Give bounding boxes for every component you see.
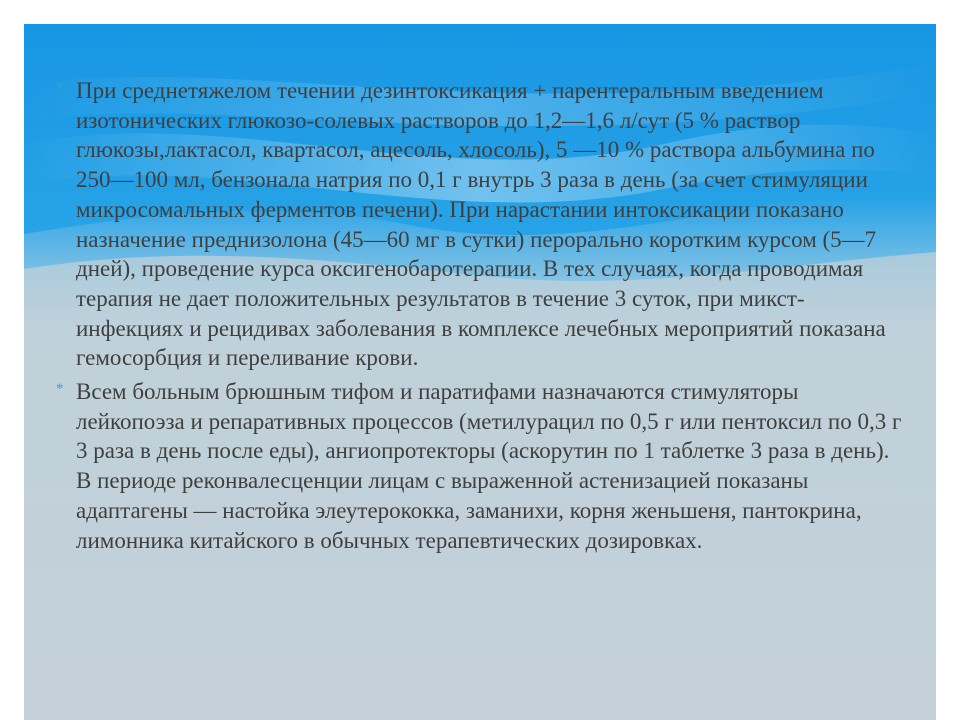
bullet-text: Всем больным брюшным тифом и паратифами назначаются стимуляторы лейкопоэза и репаративных процессов (метилурацил по 0,5 г или пентоксил по 0,3 г 3 раза в день после еды), ангиопротекторы (аскорутин по 1 таблетке 3 раза в день). В периоде реконвалесценции лицам с выраженной астенизацией показаны адаптагены — настойка элеутерококка, заманихи, корня женьшеня, пантокрина, лимонника китайского в обычных терапевтических дозировках. [76, 379, 902, 553]
bullet-text: При среднетяжелом течении дезинтоксикация + парентеральным введением изотонических глюкозо-солевых растворов до 1,2—1,6 л/сут (5 % раствор глюкозы,лактасол, квартасол, ацесоль, хлосоль), 5 —10 % раствора альбумина по 250—100 мл, бензонала натрия по 0,1 г внутрь 3 раза в день (за счет стимуляции микросомальных ферментов печени). При нарастании интоксикации показано назначение преднизолона (45—60 мг в сутки) перорально коротким курсом (5—7 дней), проведение курса оксигенобаротерапии. В тех случаях, когда проводимая терапия не дает положительных результатов в течение 3 суток, при микст-инфекциях и рецидивах заболевания в комплексе лечебных мероприятий показана гемосорбция и переливание крови. [76, 78, 886, 371]
asterisk-bullet-icon: * [56, 381, 64, 398]
list-item [56, 76, 902, 373]
content-panel [24, 24, 936, 720]
list-item [56, 377, 902, 555]
asterisk-bullet-icon: * [56, 80, 64, 96]
bullet-list [56, 76, 902, 559]
